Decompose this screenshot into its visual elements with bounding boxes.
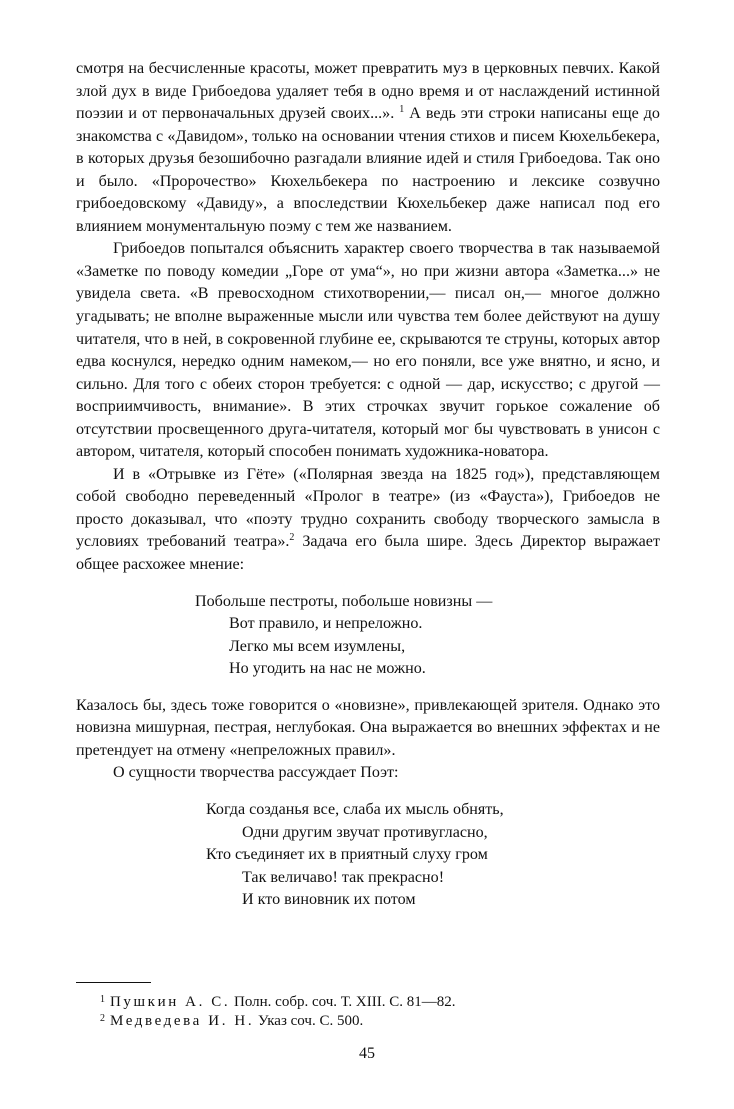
paragraph-4: Казалось бы, здесь тоже говорится о «новизне», привлекающей зрителя. Однако это новизна мишурная, пестрая, неглубокая. Она выражается во внешних эффектах и не претендует на отмену «непреложных правил». [76, 696, 660, 759]
poem-line: Побольше пестроты, побольше новизны — [195, 592, 493, 610]
paragraph-3-text: И в «Отрывке из Гёте» («Полярная звезда на 1825 год»), представляющем собой свободно переведенный «Пролог в театре» (из «Фауста»), Грибоедов не просто доказывал, что «поэту трудно сохранить свободу творческого замысла в условиях требований театра». [76, 465, 660, 551]
footnote-author: Медведева И. Н. [110, 1013, 255, 1029]
poem-line: Так величаво! так прекрасно! [242, 868, 445, 886]
footnote-1 [100, 993, 456, 1012]
paragraph-5: О сущности творчества рассуждает Поэт: [113, 764, 399, 782]
paragraph-3-continued: Задача его была шире. Здесь Директор выражает общее расхожее мнение: [76, 533, 660, 574]
poem-poet [206, 799, 660, 912]
footnote-number: 2 [100, 1013, 105, 1024]
page-number: 45 [359, 1045, 375, 1062]
poem-line: Легко мы всем изумлены, [229, 637, 406, 655]
poem-line: Но угодить на нас не можно. [229, 660, 426, 678]
paragraph-1 [76, 58, 660, 238]
footnotes [100, 993, 456, 1031]
poem-line: И кто виновник их потом [242, 891, 416, 909]
poem-line: Когда созданья все, слаба их мысль обнять, [206, 800, 504, 818]
paragraph-2: Грибоедов попытался объяснить характер своего творчества в так называемой «Заметке по поводу комедии „Горе от ума“», но при жизни автора «Заметка...» не увидела света. «В превосходном стихотворении,— писал он,— многое должно угадывать; не вполне выраженные мысли или чувства тем более действуют на душу читателя, что в ней, в сокровенной глубине ее, скрываются те струны, которых автор едва коснулся, нередко одним намеком,— но его поняли, все уже внятно, и ясно, и сильно. Для того с обеих сторон требуется: с одной — дар, искусство; с другой — восприимчивость, внимание». В этих строчках звучит горькое сожаление об отсутствии просвещенного друга-читателя, который мог бы чувствовать в унисон с автором, читателя, который способен понимать художника-новатора. [76, 240, 660, 461]
paragraph-3 [76, 464, 660, 577]
footnote-text: Полн. собр. соч. Т. XIII. С. 81—82. [230, 994, 456, 1010]
footnote-text: Указ соч. С. 500. [254, 1013, 364, 1029]
poem-director [195, 591, 660, 681]
paragraph-1-text: смотря на бесчисленные красоты, может превратить муз в церковных певчих. Какой злой дух в виде Грибоедова удаляет тебя в одно время и от наслаждений истинной поэзии и от первоначальных друзей своих...». [76, 60, 660, 123]
poem-line: Кто съединяет их в приятный слуху гром [206, 846, 488, 864]
footnote-divider [76, 982, 151, 983]
footnote-mark-2: 2 [289, 532, 295, 544]
footnote-2 [100, 1012, 456, 1031]
footnote-number: 1 [100, 994, 105, 1005]
footnote-mark-1: 1 [399, 104, 405, 116]
poem-line: Одни другим звучат противугласно, [242, 823, 488, 841]
main-text [76, 58, 660, 926]
footnote-author: Пушкин А. С. [110, 994, 231, 1010]
paragraph-1-continued: А ведь эти строки написаны еще до знакомства с «Давидом», только на основании чтения стихов и писем Кюхельбекера, в которых друзья безошибочно разгадали влияние идей и стиля Грибоедова. Так оно и было. «Пророчество» Кюхельбекера по настроению и лексике созвучно грибоедовскому «Давиду», а впоследствии Кюхельбекер даже написал под его влиянием монументальную поэму с тем же названием. [76, 105, 660, 235]
poem-line: Вот правило, и непреложно. [229, 615, 423, 633]
